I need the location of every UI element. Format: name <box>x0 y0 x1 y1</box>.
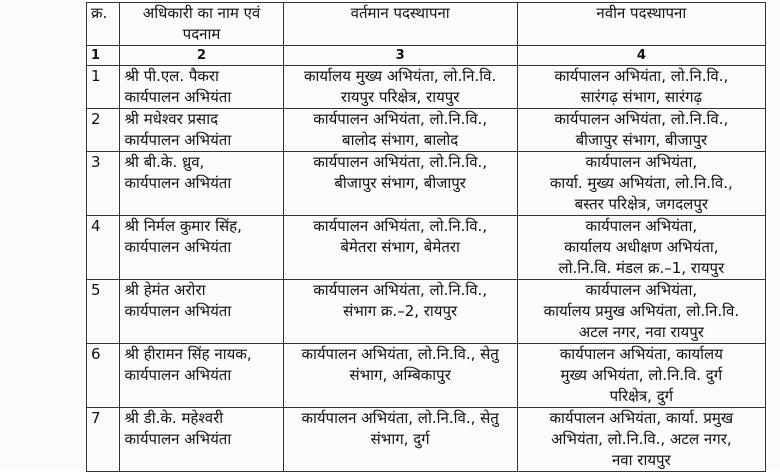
table-row <box>87 109 766 152</box>
table-row <box>87 344 766 408</box>
officer-cell <box>120 66 283 109</box>
officer-cell <box>120 344 283 408</box>
new-posting-line: कार्यपालन अभियंता, <box>585 217 698 235</box>
new-posting-line: कार्यपालन अभियंता, कार्या. प्रमुख <box>549 409 734 427</box>
officer-designation: कार्यपालन अभियंता <box>124 302 232 320</box>
new-posting-line: परिक्षेत्र, दुर्ग <box>609 387 674 405</box>
current-posting-line: संभाग, दुर्ग <box>370 430 430 448</box>
transfer-table <box>86 2 766 472</box>
new-posting-line: बीजापुर संभाग, बीजापुर <box>575 131 708 149</box>
officer-designation: कार्यपालन अभियंता <box>124 131 232 149</box>
officer-cell <box>120 408 283 472</box>
officer-name: श्री हीरामन सिंह नायक, <box>124 345 252 363</box>
officer-cell <box>120 280 283 344</box>
header-current-posting: वर्तमान पदस्थापना <box>283 3 517 46</box>
officer-cell <box>120 152 283 216</box>
current-posting-line: रायपुर परिक्षेत्र, रायपुर <box>340 88 460 106</box>
row-sno: 4 <box>87 216 120 280</box>
current-posting-cell <box>283 344 517 408</box>
officer-cell <box>120 109 283 152</box>
officer-designation: कार्यपालन अभियंता <box>124 88 232 106</box>
table-row <box>87 216 766 280</box>
new-posting-line: कार्यालय अधीक्षण अभियंता, <box>564 238 719 256</box>
row-sno: 2 <box>87 109 120 152</box>
current-posting-cell <box>283 66 517 109</box>
new-posting-line: कार्यपालन अभियंता, लो.नि.वि., <box>554 67 729 85</box>
officer-name: श्री बी.के. ध्रुव, <box>124 153 205 171</box>
row-sno: 1 <box>87 66 120 109</box>
current-posting-line: कार्यपालन अभियंता, लो.नि.वि., <box>313 110 488 128</box>
officer-designation: कार्यपालन अभियंता <box>124 366 232 384</box>
officer-name: श्री मधेश्वर प्रसाद <box>124 110 219 128</box>
row-sno: 5 <box>87 280 120 344</box>
column-number-row <box>87 46 766 66</box>
officer-designation: कार्यपालन अभियंता <box>124 430 232 448</box>
officer-cell <box>120 216 283 280</box>
table-header-row <box>87 3 766 46</box>
new-posting-line: अभियंता, लो.नि.वि., अटल नगर, <box>551 430 732 448</box>
new-posting-line: कार्या. मुख्य अभियंता, लो.नि.वि., <box>549 174 733 192</box>
current-posting-line: संभाग क्र.–2, रायपुर <box>343 302 458 320</box>
current-posting-line: कार्यपालन अभियंता, लो.नि.वि., सेतु <box>301 409 499 427</box>
new-posting-line: कार्यपालन अभियंता, लो.नि.वि., <box>554 110 729 128</box>
header-officer <box>120 3 283 46</box>
new-posting-cell <box>517 216 765 280</box>
new-posting-line: मुख्य अभियंता, लो.नि.वि. दुर्ग <box>560 366 723 384</box>
header-officer-line1: अधिकारी का नाम एवं <box>142 4 261 22</box>
new-posting-cell <box>517 344 765 408</box>
new-posting-cell <box>517 280 765 344</box>
header-new-posting: नवीन पदस्थापना <box>517 3 765 46</box>
column-number: 2 <box>120 46 283 66</box>
row-sno: 3 <box>87 152 120 216</box>
current-posting-line: संभाग, अम्बिकापुर <box>349 366 451 384</box>
current-posting-line: बीजापुर संभाग, बीजापुर <box>334 174 466 192</box>
current-posting-line: कार्यपालन अभियंता, लो.नि.वि., <box>313 217 488 235</box>
current-posting-line: कार्यालय मुख्य अभियंता, लो.नि.वि. <box>304 67 497 85</box>
new-posting-line: कार्यपालन अभियंता, <box>585 153 698 171</box>
officer-designation: कार्यपालन अभियंता <box>124 238 232 256</box>
officer-designation: कार्यपालन अभियंता <box>124 174 232 192</box>
new-posting-cell <box>517 152 765 216</box>
header-officer-line2: पदनाम <box>182 25 221 43</box>
current-posting-line: बेमेतरा संभाग, बेमेतरा <box>340 238 460 256</box>
table-row <box>87 408 766 472</box>
current-posting-line: बालोद संभाग, बालोद <box>342 131 459 149</box>
new-posting-line: बस्तर परिक्षेत्र, जगदलपुर <box>574 195 709 213</box>
new-posting-line: नवा रायपुर <box>611 451 671 469</box>
new-posting-line: कार्यपालन अभियंता, <box>585 281 698 299</box>
officer-name: श्री निर्मल कुमार सिंह, <box>124 217 242 235</box>
current-posting-cell <box>283 109 517 152</box>
table-row <box>87 152 766 216</box>
column-number: 1 <box>87 46 120 66</box>
new-posting-line: कार्यालय प्रमुख अभियंता, लो.नि.वि. <box>543 302 740 320</box>
current-posting-cell <box>283 216 517 280</box>
current-posting-cell <box>283 152 517 216</box>
table-row <box>87 66 766 109</box>
new-posting-line: अटल नगर, नवा रायपुर <box>578 323 704 341</box>
current-posting-cell <box>283 408 517 472</box>
current-posting-line: कार्यपालन अभियंता, लो.नि.वि., <box>313 153 488 171</box>
header-sno: क्र. <box>87 3 120 46</box>
new-posting-line: लो.नि.वि. मंडल क्र.–1, रायपुर <box>558 259 725 277</box>
column-number: 4 <box>517 46 765 66</box>
officer-name: श्री हेमंत अरोरा <box>124 281 206 299</box>
row-sno: 6 <box>87 344 120 408</box>
column-number: 3 <box>283 46 517 66</box>
current-posting-line: कार्यपालन अभियंता, लो.नि.वि., <box>313 281 488 299</box>
table-row <box>87 280 766 344</box>
officer-name: श्री पी.एल. पैकरा <box>124 67 219 85</box>
current-posting-line: कार्यपालन अभियंता, लो.नि.वि., सेतु <box>301 345 499 363</box>
new-posting-line: सारंगढ़ संभाग, सारंगढ़ <box>580 88 703 106</box>
row-sno: 7 <box>87 408 120 472</box>
new-posting-line: कार्यपालन अभियंता, कार्यालय <box>559 345 723 363</box>
new-posting-cell <box>517 408 765 472</box>
current-posting-cell <box>283 280 517 344</box>
new-posting-cell <box>517 66 765 109</box>
new-posting-cell <box>517 109 765 152</box>
officer-name: श्री डी.के. महेश्वरी <box>124 409 224 427</box>
